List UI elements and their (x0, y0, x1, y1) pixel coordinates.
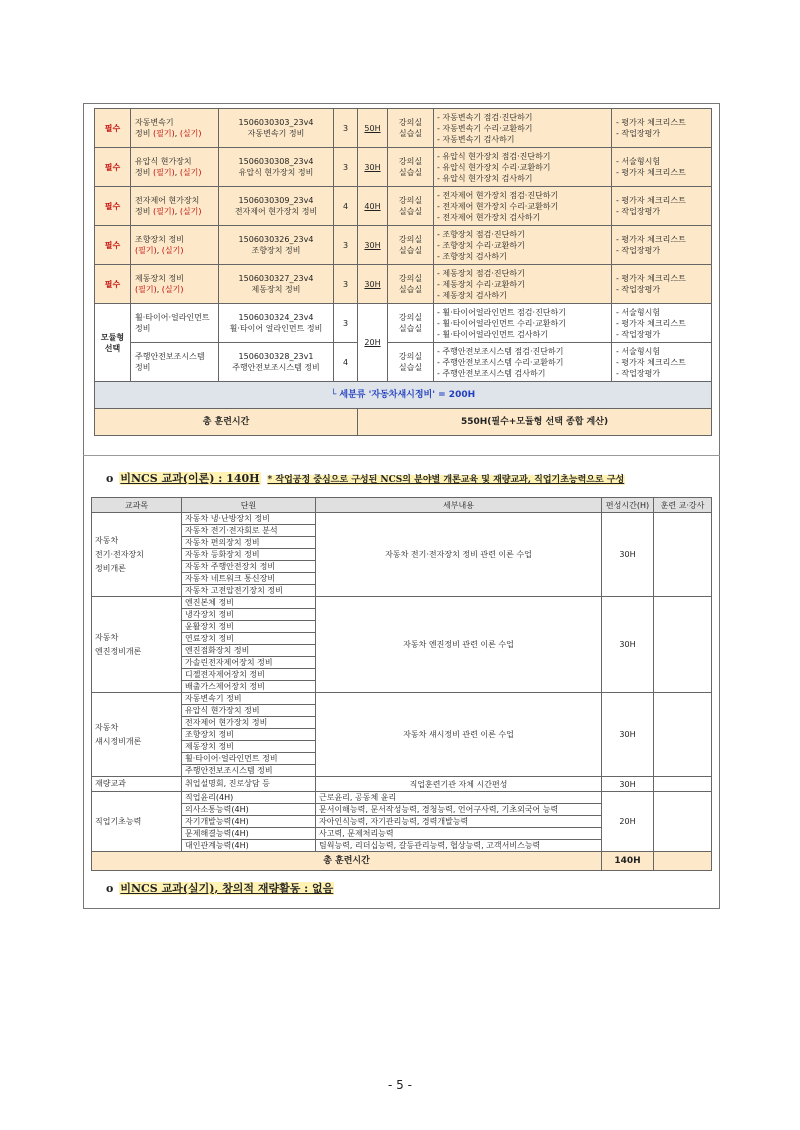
unit-cell: 대인관계능력(4H) (182, 840, 316, 852)
evaluation-line: - 평가자 체크리스트 (616, 274, 686, 283)
unit-cell: 자동차 등화장치 정비 (182, 549, 316, 561)
module-name: 전자제어 현가장치 (135, 196, 200, 205)
evaluation-line: - 평가자 체크리스트 (616, 235, 686, 244)
ncs-module-table (94, 108, 712, 436)
hours-cell: 40H (358, 187, 388, 226)
unit-cell: 제동장치 정비 (182, 741, 316, 753)
unit-code: 1506030326_23v4 (238, 235, 314, 244)
elective-category-cell: 모듈형 선택 (95, 304, 131, 382)
detail-cell (434, 187, 612, 226)
level-cell: 4 (334, 187, 358, 226)
required-module-row (95, 109, 712, 148)
practical-tag: (실기) (179, 129, 202, 138)
place-cell: 강의실 실습실 (388, 343, 434, 382)
theory-unit-row (92, 693, 712, 705)
instructor-cell (654, 792, 712, 852)
unit-code: 1506030328_23v1 (238, 352, 314, 361)
evaluation-line: - 평가자 체크리스트 (616, 168, 686, 177)
hours-cell: 30H (602, 597, 654, 693)
theory-section-heading (106, 470, 625, 486)
evaluation-cell (612, 148, 712, 187)
hours-cell: 20H (602, 792, 654, 852)
level-cell: 3 (334, 304, 358, 343)
unit-cell: 윤활장치 정비 (182, 621, 316, 633)
unit-cell: 연료장치 정비 (182, 633, 316, 645)
unit-cell: 자동차 주행안전장치 정비 (182, 561, 316, 573)
unit-cell: 자동차 고전압전기장치 정비 (182, 585, 316, 597)
required-module-row (95, 265, 712, 304)
elective-hours-cell: 20H (358, 304, 388, 382)
total-label: 총 훈련시간 (95, 409, 358, 436)
module-name-line2: 정비 (필기), (실기) (135, 129, 202, 138)
evaluation-line: - 작업장평가 (616, 285, 661, 294)
module-name: 제동장치 정비 (135, 274, 184, 283)
unit-name: 조향장치 정비 (251, 246, 301, 255)
unit-cell: 자동차 편의장치 정비 (182, 537, 316, 549)
unit-cell: 배출가스제어장치 정비 (182, 681, 316, 693)
detail-line: - 휠·타이어얼라인먼트 점검·진단하기 (437, 307, 566, 317)
detail-line: - 제동장치 검사하기 (437, 290, 507, 300)
category-cell: 필수 (95, 265, 131, 304)
written-tag: (필기) (153, 129, 175, 138)
module-name-suffix: 정비 (135, 207, 151, 216)
description-cell: 직업훈련기관 자체 시간편성 (316, 777, 602, 792)
unit-name: 전자제어 현가장치 정비 (234, 207, 318, 216)
theory-total-row (92, 852, 712, 871)
unit-cell: 의사소통능력(4H) (182, 804, 316, 816)
unit-cell: 자동변속기 정비 (182, 693, 316, 705)
unit-cell: 자동차 냉·난방장치 정비 (182, 513, 316, 525)
unit-cell: 엔진본체 정비 (182, 597, 316, 609)
hours-cell: 30H (602, 693, 654, 777)
theory-section-title: 비NCS 교과(이론) : 140H (120, 472, 260, 485)
practical-tag: (실기) (161, 285, 184, 294)
detail-line: - 유압식 현가장치 점검·진단하기 (437, 151, 551, 161)
hours-cell: 30H (358, 148, 388, 187)
theory-curriculum-table (91, 497, 712, 871)
evaluation-line: - 평가자 체크리스트 (616, 118, 686, 127)
module-name-cell (131, 226, 219, 265)
total-label: 총 훈련시간 (92, 852, 602, 871)
category-cell: 필수 (95, 148, 131, 187)
detail-line: - 휠·타이어얼라인먼트 수리·교환하기 (437, 318, 566, 328)
col-header-unit: 단원 (182, 498, 316, 513)
module-name-cell (131, 148, 219, 187)
level-cell: 3 (334, 226, 358, 265)
detail-line: - 주행안전보조시스템 수리·교환하기 (437, 357, 564, 367)
basic-skill-row (92, 792, 712, 804)
theory-unit-row (92, 597, 712, 609)
detail-cell (434, 343, 612, 382)
written-tag: (필기) (135, 246, 157, 255)
unit-cell: 주행안전보조시스템 정비 (182, 765, 316, 777)
required-module-row (95, 148, 712, 187)
unit-cell: 디젤전자제어장치 정비 (182, 669, 316, 681)
evaluation-line: - 평가자 체크리스트 (616, 196, 686, 205)
page-number: - 5 - (388, 1078, 412, 1092)
evaluation-cell (612, 226, 712, 265)
evaluation-line: - 서술형시험 (616, 346, 661, 356)
total-row (95, 409, 712, 436)
detail-line: - 전자제어 현가장치 검사하기 (437, 212, 541, 222)
detail-line: - 제동장치 수리·교환하기 (437, 279, 525, 289)
module-name: 조향장치 정비 (135, 235, 184, 244)
detail-line: - 자동변속기 수리·교환하기 (437, 123, 533, 133)
description-cell: 자동차 섀시정비 관련 이론 수업 (316, 693, 602, 777)
module-name-line2: (필기), (실기) (135, 246, 184, 255)
col-header-detail: 세부내용 (316, 498, 602, 513)
detail-line: - 주행안전보조시스템 검사하기 (437, 368, 546, 378)
description-cell: 근로윤리, 공동체 윤리 (316, 792, 602, 804)
detail-line: - 주행안전보조시스템 점검·진단하기 (437, 346, 564, 356)
unit-name: 휠·타이어 얼라인먼트 정비 (229, 324, 323, 333)
unit-name: 자동변속기 정비 (247, 129, 305, 138)
place-cell: 강의실 실습실 (388, 109, 434, 148)
written-tag: (필기) (153, 168, 175, 177)
subject-cell: 재량교과 (92, 777, 182, 792)
theory-unit-row (92, 513, 712, 525)
total-value: 550H(필수+모듈형 선택 종합 계산) (358, 409, 712, 436)
practice-section-title: 비NCS 교과(실기), 창의적 재량활동 : 없음 (120, 882, 334, 895)
unit-code-cell (219, 226, 334, 265)
description-cell: 자동차 엔진정비 관련 이론 수업 (316, 597, 602, 693)
category-cell: 필수 (95, 109, 131, 148)
detail-cell (434, 304, 612, 343)
heading-bullet: o (106, 472, 114, 485)
section-separator (83, 455, 720, 456)
unit-cell: 자기개발능력(4H) (182, 816, 316, 828)
unit-cell: 자동차 전기·전자회로 분석 (182, 525, 316, 537)
level-cell: 3 (334, 265, 358, 304)
unit-code-cell (219, 187, 334, 226)
evaluation-line: - 평가자 체크리스트 (616, 357, 686, 367)
unit-code-cell (219, 304, 334, 343)
evaluation-cell (612, 304, 712, 343)
evaluation-line: - 작업장평가 (616, 368, 661, 378)
module-name: 휠·타이어·얼라인먼트 (135, 313, 210, 322)
hours-cell: 30H (358, 226, 388, 265)
written-tag: (필기) (153, 207, 175, 216)
module-name-cell (131, 265, 219, 304)
unit-cell: 자동차 네트워크 통신장비 (182, 573, 316, 585)
description-cell: 사고력, 문제처리능력 (316, 828, 602, 840)
module-name-cell (131, 187, 219, 226)
practical-tag: (실기) (179, 168, 202, 177)
module-name-line2: (필기), (실기) (135, 285, 184, 294)
category-cell: 필수 (95, 187, 131, 226)
module-name-cell (131, 304, 219, 343)
module-name-line2: 정비 (필기), (실기) (135, 168, 202, 177)
module-name: 유압식 현가장치 (135, 157, 192, 166)
practice-section-heading (106, 880, 334, 896)
category-cell: 필수 (95, 226, 131, 265)
module-name-cell (131, 343, 219, 382)
required-module-row (95, 226, 712, 265)
detail-cell (434, 265, 612, 304)
unit-code: 1506030324_23v4 (238, 313, 314, 322)
evaluation-cell (612, 109, 712, 148)
module-name-line2: 정비 (135, 363, 151, 372)
detail-cell (434, 109, 612, 148)
unit-cell: 직업윤리(4H) (182, 792, 316, 804)
subtotal-cell: └ 세분류 '자동차섀시정비' = 200H (95, 382, 712, 409)
detail-cell (434, 148, 612, 187)
elective-module-row (95, 304, 712, 343)
subject-cell: 자동차 전기·전자장치 정비개론 (92, 513, 182, 597)
practical-tag: (실기) (179, 207, 202, 216)
place-cell: 강의실 실습실 (388, 304, 434, 343)
theory-section-note: * 작업공정 중심으로 구성된 NCS의 분야별 개론교육 및 재량교과, 직업기초능력으로 구성 (267, 475, 625, 485)
unit-cell: 전자제어 현가장치 정비 (182, 717, 316, 729)
description-cell: 자아인식능력, 자기관리능력, 경력개발능력 (316, 816, 602, 828)
unit-cell: 조향장치 정비 (182, 729, 316, 741)
hours-cell: 30H (602, 513, 654, 597)
unit-name: 제동장치 정비 (251, 285, 301, 294)
discretion-row (92, 777, 712, 792)
unit-code: 1506030309_23v4 (238, 196, 314, 205)
detail-line: - 전자제어 현가장치 점검·진단하기 (437, 190, 559, 200)
unit-code-cell (219, 265, 334, 304)
subject-cell: 자동차 엔진정비개론 (92, 597, 182, 693)
evaluation-line: - 작업장평가 (616, 246, 661, 255)
instructor-cell (654, 597, 712, 693)
detail-line: - 유압식 현가장치 검사하기 (437, 173, 533, 183)
hours-cell: 50H (358, 109, 388, 148)
unit-cell: 휠·타이어·얼라인먼트 정비 (182, 753, 316, 765)
practical-tag: (실기) (161, 246, 184, 255)
unit-cell: 가솔린전자제어장치 정비 (182, 657, 316, 669)
detail-line: - 자동변속기 점검·진단하기 (437, 112, 533, 122)
detail-line: - 조향장치 점검·진단하기 (437, 229, 525, 239)
unit-code: 1506030327_23v4 (238, 274, 314, 283)
module-name-line2: 정비 (135, 324, 151, 333)
unit-code-cell (219, 148, 334, 187)
module-name-suffix: 정비 (135, 168, 151, 177)
instructor-cell (654, 852, 712, 871)
detail-line: - 전자제어 현가장치 수리·교환하기 (437, 201, 559, 211)
hours-cell: 30H (602, 777, 654, 792)
module-name-cell (131, 109, 219, 148)
subject-cell: 직업기초능력 (92, 792, 182, 852)
unit-code: 1506030308_23v4 (238, 157, 314, 166)
unit-cell: 유압식 현가장치 정비 (182, 705, 316, 717)
unit-cell: 냉각장치 정비 (182, 609, 316, 621)
unit-code-cell (219, 343, 334, 382)
module-name: 주행안전보조시스템 (135, 352, 205, 361)
evaluation-line: - 서술형시험 (616, 307, 661, 317)
detail-line: - 자동변속기 검사하기 (437, 134, 515, 144)
place-cell: 강의실 실습실 (388, 226, 434, 265)
unit-code-cell (219, 109, 334, 148)
detail-line: - 조향장치 검사하기 (437, 251, 507, 261)
place-cell: 강의실 실습실 (388, 265, 434, 304)
unit-cell: 엔진점화장치 정비 (182, 645, 316, 657)
subtotal-row (95, 382, 712, 409)
col-header-subject: 교과목 (92, 498, 182, 513)
evaluation-cell (612, 343, 712, 382)
elective-module-row (95, 343, 712, 382)
description-cell: 팀웍능력, 리더십능력, 갈등관리능력, 협상능력, 고객서비스능력 (316, 840, 602, 852)
col-header-instructor: 훈련 교·강사 (654, 498, 712, 513)
total-value: 140H (602, 852, 654, 871)
unit-name: 주행안전보조시스템 정비 (232, 363, 320, 372)
module-name: 자동변속기 (135, 118, 174, 127)
detail-line: - 제동장치 점검·진단하기 (437, 268, 525, 278)
evaluation-line: - 작업장평가 (616, 129, 661, 138)
evaluation-line: - 작업장평가 (616, 329, 661, 339)
detail-line: - 조향장치 수리·교환하기 (437, 240, 525, 250)
unit-cell: 문제해결능력(4H) (182, 828, 316, 840)
description-cell: 문서이해능력, 문서작성능력, 경청능력, 언어구사력, 기초외국어 능력 (316, 804, 602, 816)
evaluation-cell (612, 265, 712, 304)
evaluation-line: - 평가자 체크리스트 (616, 318, 686, 328)
col-header-hours: 편성시간(H) (602, 498, 654, 513)
instructor-cell (654, 513, 712, 597)
required-module-row (95, 187, 712, 226)
module-name-suffix: 정비 (135, 129, 151, 138)
heading-bullet: o (106, 882, 114, 895)
evaluation-cell (612, 187, 712, 226)
evaluation-line: - 서술형시험 (616, 157, 661, 166)
module-name-line2: 정비 (필기), (실기) (135, 207, 202, 216)
place-cell: 강의실 실습실 (388, 148, 434, 187)
unit-code: 1506030303_23v4 (238, 118, 314, 127)
unit-cell: 취업설명회, 진로상담 등 (182, 777, 316, 792)
unit-name: 유압식 현가장치 정비 (238, 168, 314, 177)
detail-line: - 유압식 현가장치 수리·교환하기 (437, 162, 551, 172)
place-cell: 강의실 실습실 (388, 187, 434, 226)
subject-cell: 자동차 섀시정비개론 (92, 693, 182, 777)
instructor-cell (654, 777, 712, 792)
description-cell: 자동차 전기·전자장치 정비 관련 이론 수업 (316, 513, 602, 597)
evaluation-line: - 작업장평가 (616, 207, 661, 216)
hours-cell: 30H (358, 265, 388, 304)
instructor-cell (654, 693, 712, 777)
detail-cell (434, 226, 612, 265)
level-cell: 4 (334, 343, 358, 382)
level-cell: 3 (334, 109, 358, 148)
level-cell: 3 (334, 148, 358, 187)
detail-line: - 휠·타이어얼라인먼트 검사하기 (437, 329, 548, 339)
written-tag: (필기) (135, 285, 157, 294)
